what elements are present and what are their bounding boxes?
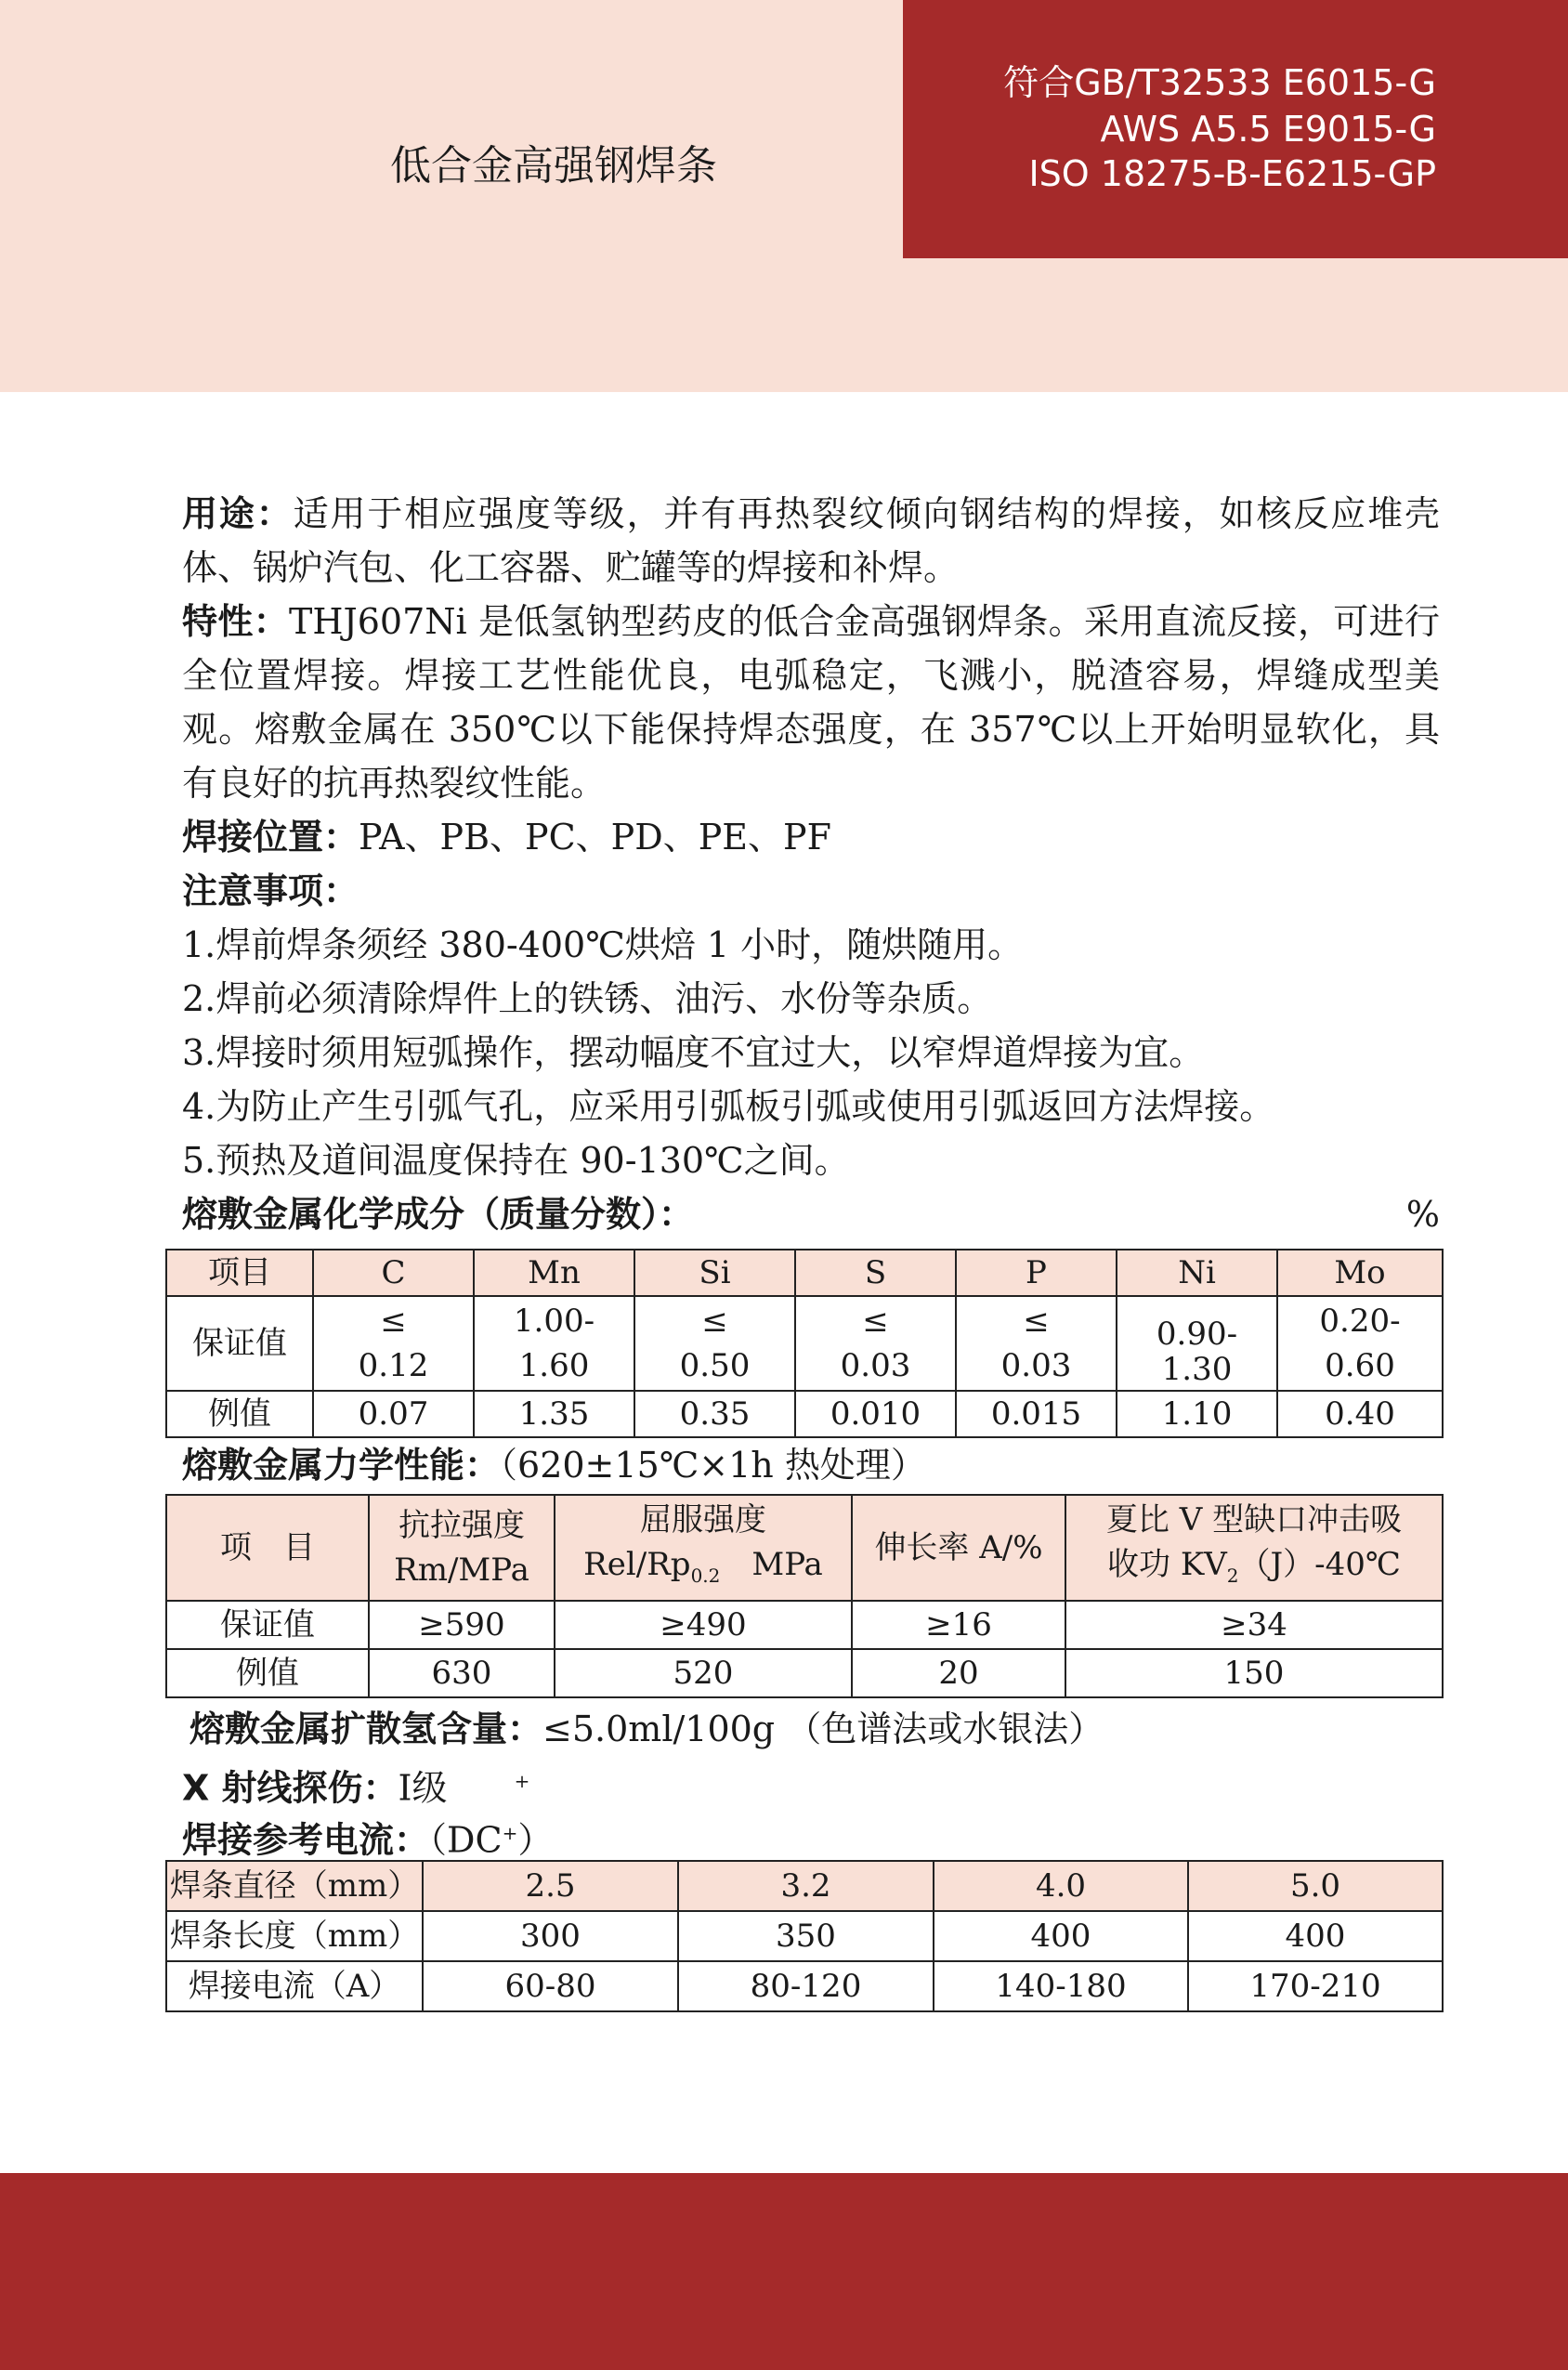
mech-example-row [166,1649,1443,1697]
chem-unit: % [1405,1194,1440,1235]
mech-cell: ≥590 [369,1601,555,1649]
current-cell: 80-120 [678,1961,934,2011]
chem-cell: 0.010 [795,1391,956,1437]
standard-aws: AWS A5.5 E9015-G [1100,109,1436,150]
current-condition-sup: + [502,1822,518,1844]
page-title: 低合金高强钢焊条 [390,142,717,190]
current-cell: 140-180 [934,1961,1188,2011]
chem-cell: 0.35 [634,1391,795,1437]
mech-cell: 630 [369,1649,555,1697]
chem-cell: 0.40 [1277,1391,1443,1437]
usage-paragraph [182,487,1440,595]
features-paragraph [182,595,1440,810]
chem-title: 熔敷金属化学成分（质量分数）： [182,1194,695,1235]
current-cell: 170-210 [1188,1961,1443,2011]
note-item: 5.预热及道间温度保持在 90-130℃之间。 [182,1140,850,1181]
current-cell: 400 [1188,1911,1443,1961]
mech-table [165,1494,1444,1698]
hydrogen-line [189,1702,1104,1756]
chem-row-label: 保证值 [166,1296,313,1391]
features-label: 特性： [182,601,290,642]
mech-cell: ≥490 [555,1601,852,1649]
mech-cell: 20 [852,1649,1065,1697]
mech-cell: 150 [1065,1649,1443,1697]
current-table [165,1860,1444,2012]
chem-cell: 1.35 [474,1391,634,1437]
current-row-label: 焊条长度（mm） [166,1911,423,1961]
mech-title: 熔敷金属力学性能： [182,1445,501,1486]
mech-guarantee-row [166,1601,1443,1649]
mech-cell: ≥16 [852,1601,1065,1649]
current-row-label: 焊条直径（mm） [166,1861,423,1911]
chem-header-cell: Ni [1117,1250,1277,1296]
mech-cell: ≥34 [1065,1601,1443,1649]
mech-heading [182,1438,926,1492]
chem-header-cell: C [313,1250,474,1296]
position-paragraph [182,810,1440,864]
footer-band [0,2173,1568,2370]
current-row-label: 焊接电流（A） [166,1961,423,2011]
note-item: 1.焊前焊条须经 380-400℃烘焙 1 小时，随烘随用。 [182,924,1024,965]
chem-cell: 1.10 [1117,1391,1277,1437]
hydrogen-label: 熔敷金属扩散氢含量： [189,1709,543,1749]
mech-cell: 520 [555,1649,852,1697]
chem-cell: 0.07 [313,1391,474,1437]
mech-header-cell: 项 目 [166,1495,369,1601]
current-heading [182,1806,553,1867]
current-cell: 5.0 [1188,1861,1443,1911]
current-condition-end: ） [517,1819,554,1861]
chem-guarantee-row [166,1296,1443,1391]
current-cell: 350 [678,1911,934,1961]
chem-header-cell: 项目 [166,1250,313,1296]
chem-header-cell: S [795,1250,956,1296]
note-item: 2.焊前必须清除焊件上的铁锈、油污、水份等杂质。 [182,978,993,1019]
current-condition: （DC [429,1819,503,1861]
chem-example-row [166,1391,1443,1437]
xray-text: Ⅰ级 [398,1767,448,1809]
xray-mark: + [514,1770,530,1792]
standard-gb: 符合GB/T32533 E6015-G [1003,62,1436,103]
mech-header-cell: 伸长率 A/% [852,1495,1065,1601]
chem-cell: ≤ 0.03 [795,1296,956,1391]
current-row [166,1961,1443,2011]
current-cell: 3.2 [678,1861,934,1911]
chem-cell: 0.015 [956,1391,1117,1437]
notes-list [182,918,1440,1187]
current-cell: 400 [934,1911,1188,1961]
xray-label: X 射线探伤： [182,1767,399,1809]
chem-cell: ≤ 0.12 [313,1296,474,1391]
current-row [166,1911,1443,1961]
features-text: THJ607Ni 是低氢钠型药皮的低合金高强钢焊条。采用直流反接，可进行全位置焊接。焊接工艺性能优良，电弧稳定，飞溅小，脱渣容易，焊缝成型美观。熔敷金属在 350℃以下能保持焊态强度，在 357℃以上开始明显软化，具有良好的抗再热裂纹性能。 [182,601,1440,804]
current-cell: 4.0 [934,1861,1188,1911]
mech-row-label: 保证值 [166,1601,369,1649]
mech-header-cell: 屈服强度 Rel/$Rp_{0.2}$ MPa [555,1495,852,1601]
chem-cell: 0.90- 1.30 [1117,1296,1277,1391]
chem-table [165,1249,1444,1438]
notes-label: 注意事项： [182,871,359,911]
chem-cell: ≤ 0.50 [634,1296,795,1391]
chem-heading [182,1187,1440,1241]
chem-header-cell: Si [634,1250,795,1296]
mech-header-row [166,1495,1443,1601]
chem-row-label: 例值 [166,1391,313,1437]
standard-iso: ISO 18275-B-E6215-GP [1028,153,1436,194]
position-label: 焊接位置： [182,817,359,858]
chem-header-cell: Mo [1277,1250,1443,1296]
position-text: PA、PB、PC、PD、PE、PF [359,817,831,858]
mech-condition: （620±15℃×1h 热处理） [500,1445,926,1486]
usage-label: 用途： [182,493,294,534]
mech-row-label: 例值 [166,1649,369,1697]
current-cell: 60-80 [423,1961,678,2011]
chem-cell: 1.00- 1.60 [474,1296,634,1391]
chem-header-cell: Mn [474,1250,634,1296]
chem-cell: 0.20- 0.60 [1277,1296,1443,1391]
current-cell: 300 [423,1911,678,1961]
mech-header-cell: 抗拉强度 Rm/MPa [369,1495,555,1601]
hydrogen-text: ≤5.0ml/100g （色谱法或水银法） [542,1709,1104,1749]
current-title: 焊接参考电流： [182,1819,430,1861]
note-item: 4.为防止产生引弧气孔，应采用引弧板引弧或使用引弧返回方法焊接。 [182,1086,1275,1127]
chem-header-cell: P [956,1250,1117,1296]
usage-text: 适用于相应强度等级，并有再热裂纹倾向钢结构的焊接，如核反应堆壳体、锅炉汽包、化工容器、贮罐等的焊接和补焊。 [182,493,1440,588]
content [182,487,1440,1241]
chem-cell: ≤ 0.03 [956,1296,1117,1391]
standards-box [903,0,1568,258]
note-item: 3.焊接时须用短弧操作，摆动幅度不宜过大，以窄焊道焊接为宜。 [182,1032,1205,1073]
chem-header-row [166,1250,1443,1296]
current-row [166,1861,1443,1911]
mech-header-cell: 夏比 V 型缺口冲击吸 收功 $KV_2(J)-40℃$ [1065,1495,1443,1601]
current-cell: 2.5 [423,1861,678,1911]
